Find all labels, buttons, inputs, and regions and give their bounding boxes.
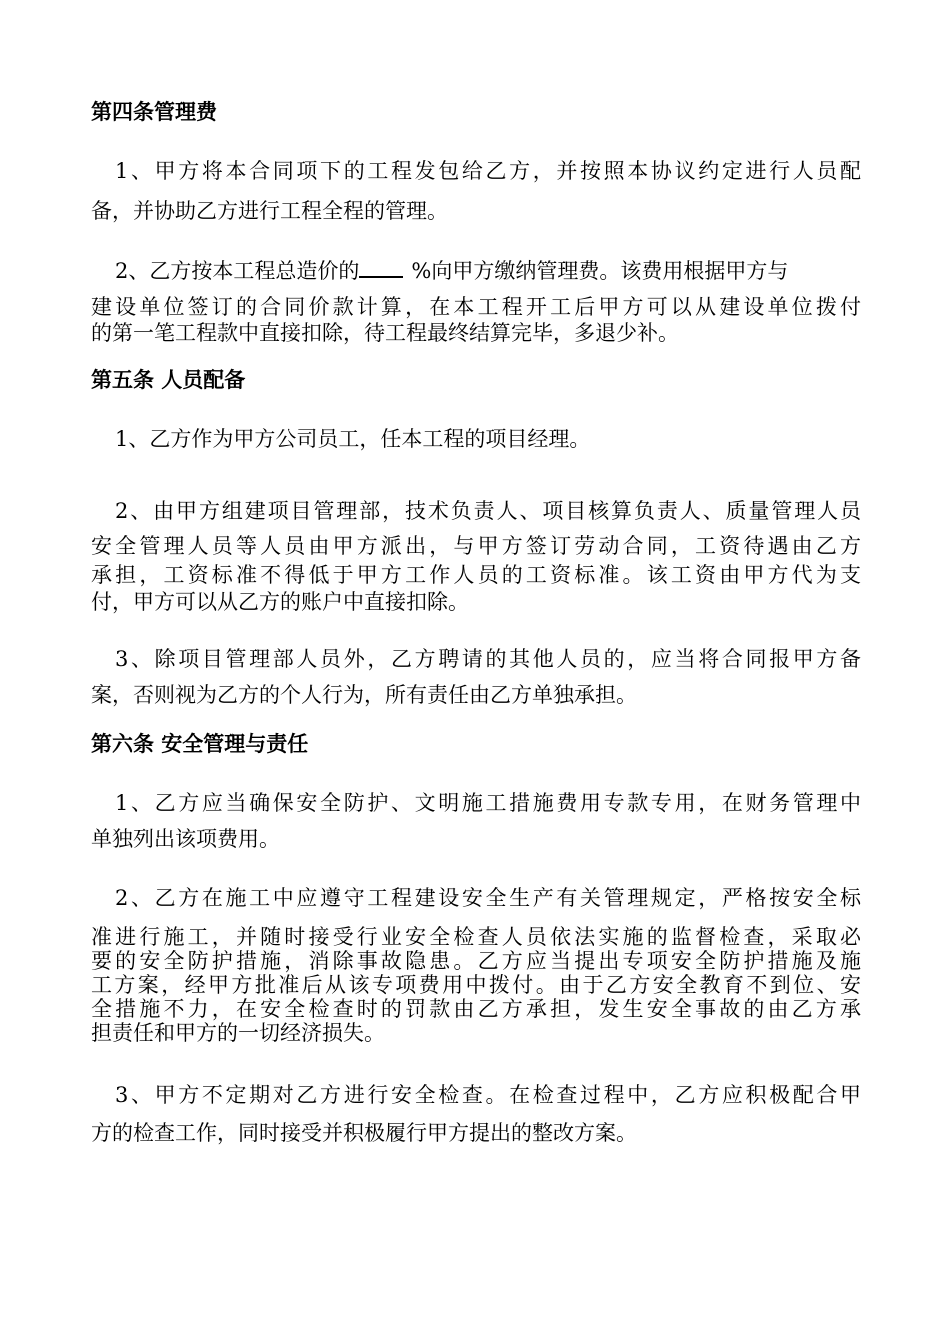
article-6-p1-line-1: 1、乙方应当确保安全防护、文明施工措施费用专款专用，在财务管理中 (115, 791, 861, 815)
article-4-p2-line-2: 建设单位签订的合同价款计算，在本工程开工后甲方可以从建设单位拨付 (91, 295, 861, 319)
article-5-title: 第五条 人员配备 (91, 368, 246, 392)
article-6-p2-line-1: 2、乙方在施工中应遵守工程建设安全生产有关管理规定，严格按安全标 (115, 886, 861, 910)
fee-percent-blank (359, 258, 403, 278)
article-5-p1-line-1: 1、乙方作为甲方公司员工，任本工程的项目经理。 (115, 427, 591, 451)
article-6-p2-line-5: 全措施不力，在安全检查时的罚款由乙方承担，发生安全事故的由乙方承 (91, 997, 861, 1021)
article-5-p2-line-1: 2、由甲方组建项目管理部，技术负责人、项目核算负责人、质量管理人员 (115, 499, 861, 523)
article-5-p2-line-4: 付，甲方可以从乙方的账户中直接扣除。 (91, 590, 469, 614)
article-4-p1-line-1: 1、甲方将本合同项下的工程发包给乙方，并按照本协议约定进行人员配 (115, 159, 861, 183)
article-6-p1-line-2: 单独列出该项费用。 (91, 827, 280, 851)
article-6-title: 第六条 安全管理与责任 (91, 732, 309, 756)
article-5-p2-line-3: 承担，工资标准不得低于甲方工作人员的工资标准。该工资由甲方代为支 (91, 563, 861, 587)
article-6-p2-line-6: 担责任和甲方的一切经济损失。 (91, 1021, 385, 1045)
article-5-p3-line-2: 案，否则视为乙方的个人行为，所有责任由乙方单独承担。 (91, 683, 637, 707)
article-6-p3-line-2: 方的检查工作，同时接受并积极履行甲方提出的整改方案。 (91, 1121, 637, 1145)
article-5-p3-line-1: 3、除项目管理部人员外，乙方聘请的其他人员的，应当将合同报甲方备 (115, 647, 861, 671)
article-4-p1-line-2: 备，并协助乙方进行工程全程的管理。 (91, 199, 448, 223)
article-4-p2-text-after: %向甲方缴纳管理费。该费用根据甲方与 (411, 259, 789, 283)
article-4-p2-line-1 (91, 258, 861, 284)
article-6-p2-line-4: 工方案，经甲方批准后从该专项费用中拨付。由于乙方安全教育不到位、安 (91, 973, 861, 997)
article-4-p2-line-3: 的第一笔工程款中直接扣除，待工程最终结算完毕，多退少补。 (91, 321, 679, 345)
article-5-p2-line-2: 安全管理人员等人员由甲方派出，与甲方签订劳动合同，工资待遇由乙方 (91, 534, 861, 558)
article-4-p2-text-before: 2、乙方按本工程总造价的 (115, 259, 360, 283)
article-6-p2-line-2: 准进行施工，并随时接受行业安全检查人员依法实施的监督检查，采取必 (91, 925, 861, 949)
article-4-title: 第四条管理费 (91, 100, 217, 124)
article-6-p2-line-3: 要的安全防护措施，消除事故隐患。乙方应当提出专项安全防护措施及施 (91, 949, 861, 973)
article-6-p3-line-1: 3、甲方不定期对乙方进行安全检查。在检查过程中，乙方应积极配合甲 (115, 1083, 861, 1107)
